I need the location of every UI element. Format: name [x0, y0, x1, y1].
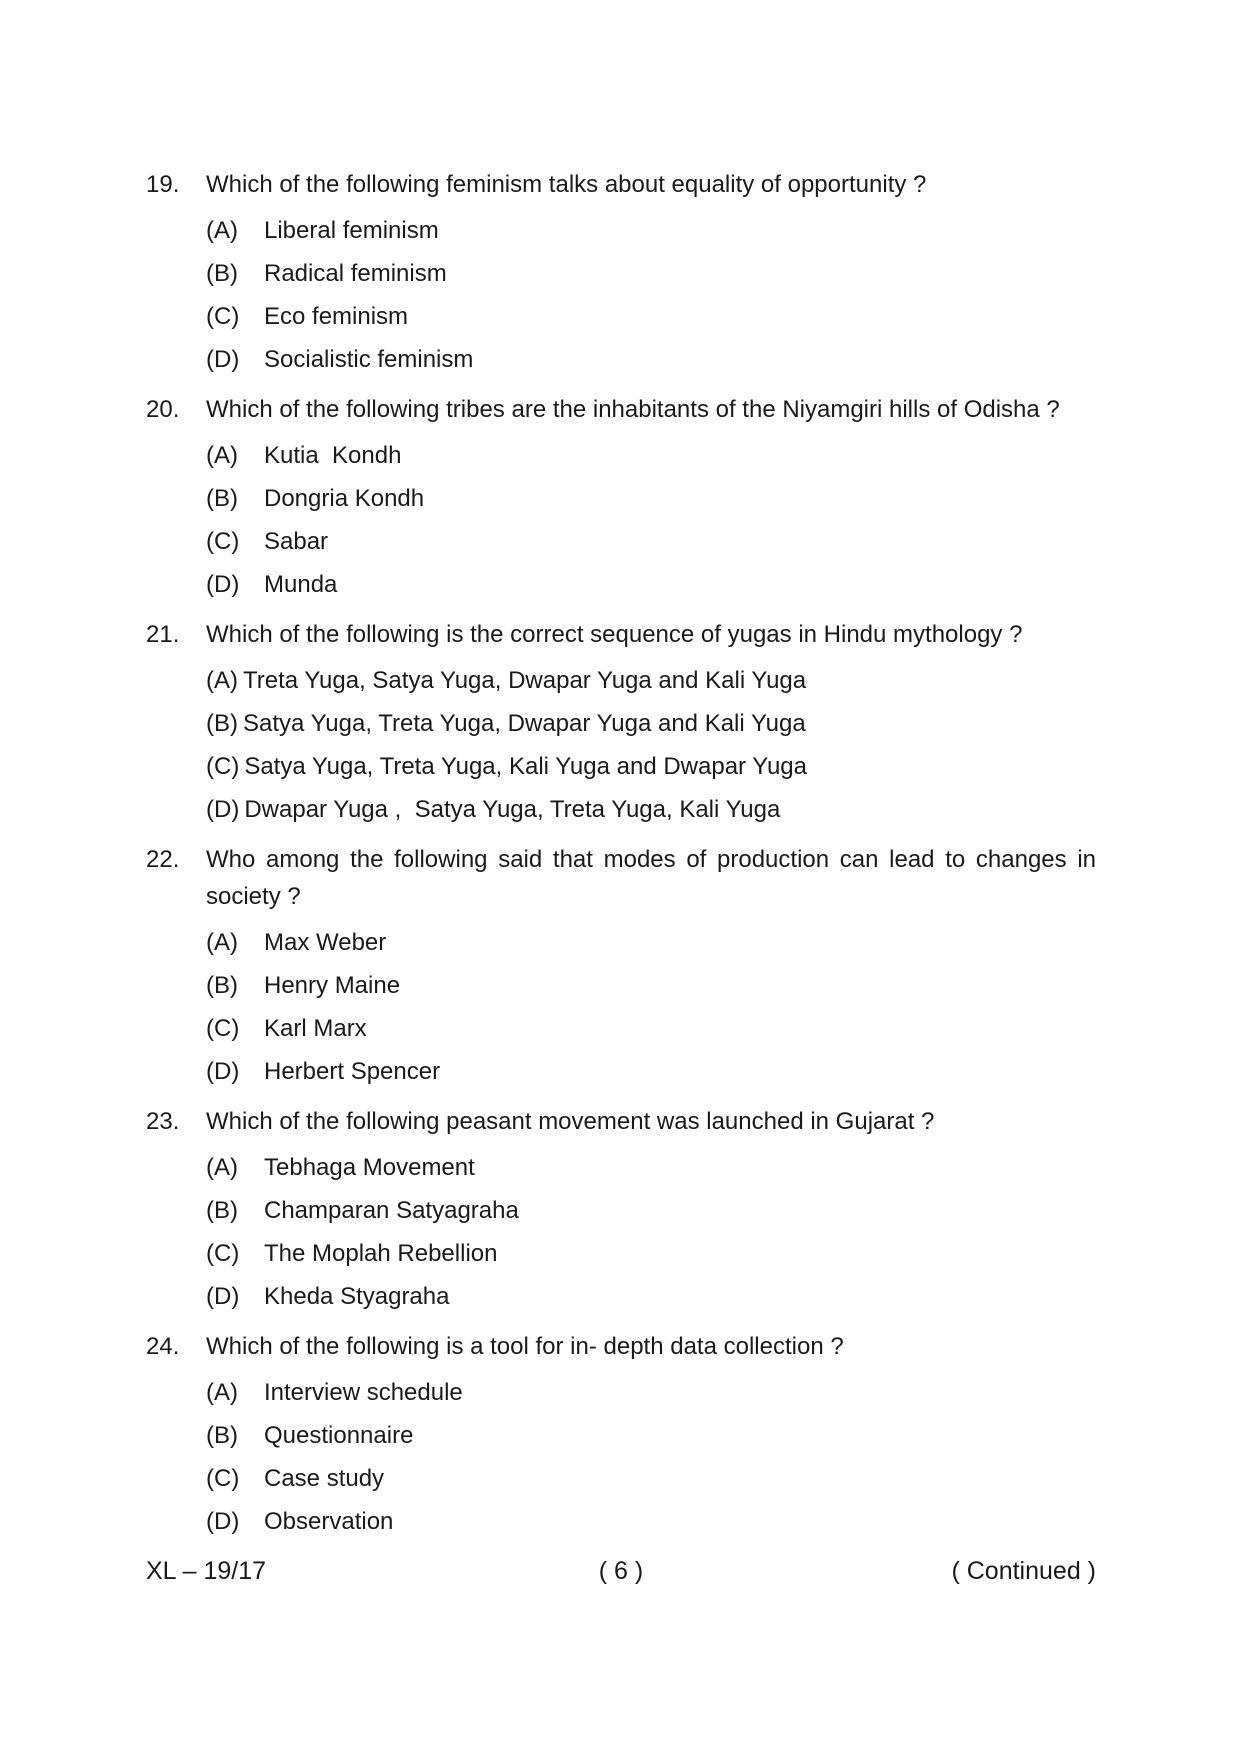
continued-label: ( Continued ): [951, 1557, 1096, 1585]
option-text: Satya Yuga, Treta Yuga, Kali Yuga and Dwapar Yuga: [244, 753, 808, 780]
option-text: Satya Yuga, Treta Yuga, Dwapar Yuga and Kali Yuga: [243, 710, 806, 737]
option-c: [146, 1232, 1096, 1275]
question-stem: [146, 391, 1096, 428]
option-text: Eco feminism: [264, 303, 409, 330]
question-stem: [146, 166, 1096, 203]
question-text: Who among the following said that modes of production can lead to changes in society ?: [206, 846, 1096, 910]
question-number: 24.: [146, 1333, 180, 1360]
page-number: ( 6 ): [598, 1557, 644, 1585]
question-number: 23.: [146, 1108, 180, 1135]
question-23: [146, 1103, 1096, 1318]
option-letter: (C): [206, 1465, 240, 1492]
question-stem: [146, 616, 1096, 653]
options-list: [146, 921, 1096, 1093]
option-b: [146, 252, 1096, 295]
question-stem: [146, 841, 1096, 915]
option-c: [146, 1457, 1096, 1500]
option-a: [146, 921, 1096, 964]
option-text: Henry Maine: [264, 972, 401, 999]
paper-code: XL – 19/17: [146, 1557, 267, 1585]
option-letter: (B): [206, 710, 238, 737]
option-text: Max Weber: [264, 929, 387, 956]
option-b: [146, 702, 1096, 745]
option-letter: (A): [206, 217, 238, 244]
question-number: 20.: [146, 396, 180, 423]
option-c: [146, 520, 1096, 563]
question-24: [146, 1328, 1096, 1543]
option-letter: (D): [206, 346, 240, 373]
option-letter: (D): [206, 571, 240, 598]
option-letter: (A): [206, 1379, 238, 1406]
option-c: [146, 745, 1096, 788]
option-a: [146, 659, 1096, 702]
question-20: [146, 391, 1096, 606]
option-letter: (D): [206, 796, 240, 823]
option-text: Treta Yuga, Satya Yuga, Dwapar Yuga and Kali Yuga: [243, 667, 807, 694]
option-d: [146, 1275, 1096, 1318]
option-text: Tebhaga Movement: [264, 1154, 475, 1181]
option-text: Kutia Kondh: [264, 442, 402, 469]
option-text: Dwapar Yuga , Satya Yuga, Treta Yuga, Kali Yuga: [244, 796, 781, 823]
option-text: Socialistic feminism: [264, 346, 474, 373]
question-number: 21.: [146, 621, 180, 648]
option-letter: (C): [206, 753, 240, 780]
option-a: [146, 1146, 1096, 1189]
question-text: Which of the following peasant movement was launched in Gujarat ?: [206, 1108, 935, 1135]
option-a: [146, 434, 1096, 477]
option-d: [146, 1050, 1096, 1093]
option-letter: (B): [206, 972, 238, 999]
options-list: [146, 1146, 1096, 1318]
question-text: Which of the following tribes are the inhabitants of the Niyamgiri hills of Odisha ?: [206, 396, 1060, 423]
option-letter: (B): [206, 485, 238, 512]
option-letter: (B): [206, 260, 238, 287]
option-b: [146, 477, 1096, 520]
options-list: [146, 434, 1096, 606]
option-letter: (A): [206, 929, 238, 956]
option-text: Observation: [264, 1508, 394, 1535]
options-list: [146, 659, 1096, 831]
option-d: [146, 788, 1096, 831]
option-b: [146, 964, 1096, 1007]
option-letter: (D): [206, 1508, 240, 1535]
option-text: Interview schedule: [264, 1379, 463, 1406]
option-text: Sabar: [264, 528, 329, 555]
question-number: 22.: [146, 846, 180, 873]
option-text: Champaran Satyagraha: [264, 1197, 519, 1224]
option-b: [146, 1189, 1096, 1232]
option-b: [146, 1414, 1096, 1457]
option-a: [146, 209, 1096, 252]
option-a: [146, 1371, 1096, 1414]
question-text: Which of the following is the correct sequence of yugas in Hindu mythology ?: [206, 621, 1023, 648]
option-d: [146, 1500, 1096, 1543]
option-letter: (C): [206, 528, 240, 555]
option-letter: (A): [206, 667, 238, 694]
option-text: Karl Marx: [264, 1015, 367, 1042]
question-text: Which of the following is a tool for in- depth data collection ?: [206, 1333, 844, 1360]
option-text: The Moplah Rebellion: [264, 1240, 498, 1267]
option-text: Munda: [264, 571, 338, 598]
option-letter: (A): [206, 1154, 238, 1181]
option-text: Kheda Styagraha: [264, 1283, 450, 1310]
option-letter: (B): [206, 1197, 238, 1224]
option-c: [146, 1007, 1096, 1050]
option-text: Dongria Kondh: [264, 485, 425, 512]
option-letter: (C): [206, 1015, 240, 1042]
question-22: [146, 841, 1096, 1093]
question-stem: [146, 1103, 1096, 1140]
option-d: [146, 338, 1096, 381]
option-letter: (B): [206, 1422, 238, 1449]
page-footer: [146, 1553, 1096, 1589]
option-text: Herbert Spencer: [264, 1058, 441, 1085]
option-text: Questionnaire: [264, 1422, 414, 1449]
option-letter: (C): [206, 303, 240, 330]
question-stem: [146, 1328, 1096, 1365]
option-text: Radical feminism: [264, 260, 447, 287]
option-letter: (C): [206, 1240, 240, 1267]
question-19: [146, 166, 1096, 381]
question-21: [146, 616, 1096, 831]
question-text: Which of the following feminism talks about equality of opportunity ?: [206, 171, 927, 198]
option-text: Liberal feminism: [264, 217, 439, 244]
question-number: 19.: [146, 171, 180, 198]
option-text: Case study: [264, 1465, 385, 1492]
options-list: [146, 209, 1096, 381]
option-letter: (D): [206, 1058, 240, 1085]
option-c: [146, 295, 1096, 338]
options-list: [146, 1371, 1096, 1543]
option-d: [146, 563, 1096, 606]
option-letter: (D): [206, 1283, 240, 1310]
option-letter: (A): [206, 442, 238, 469]
